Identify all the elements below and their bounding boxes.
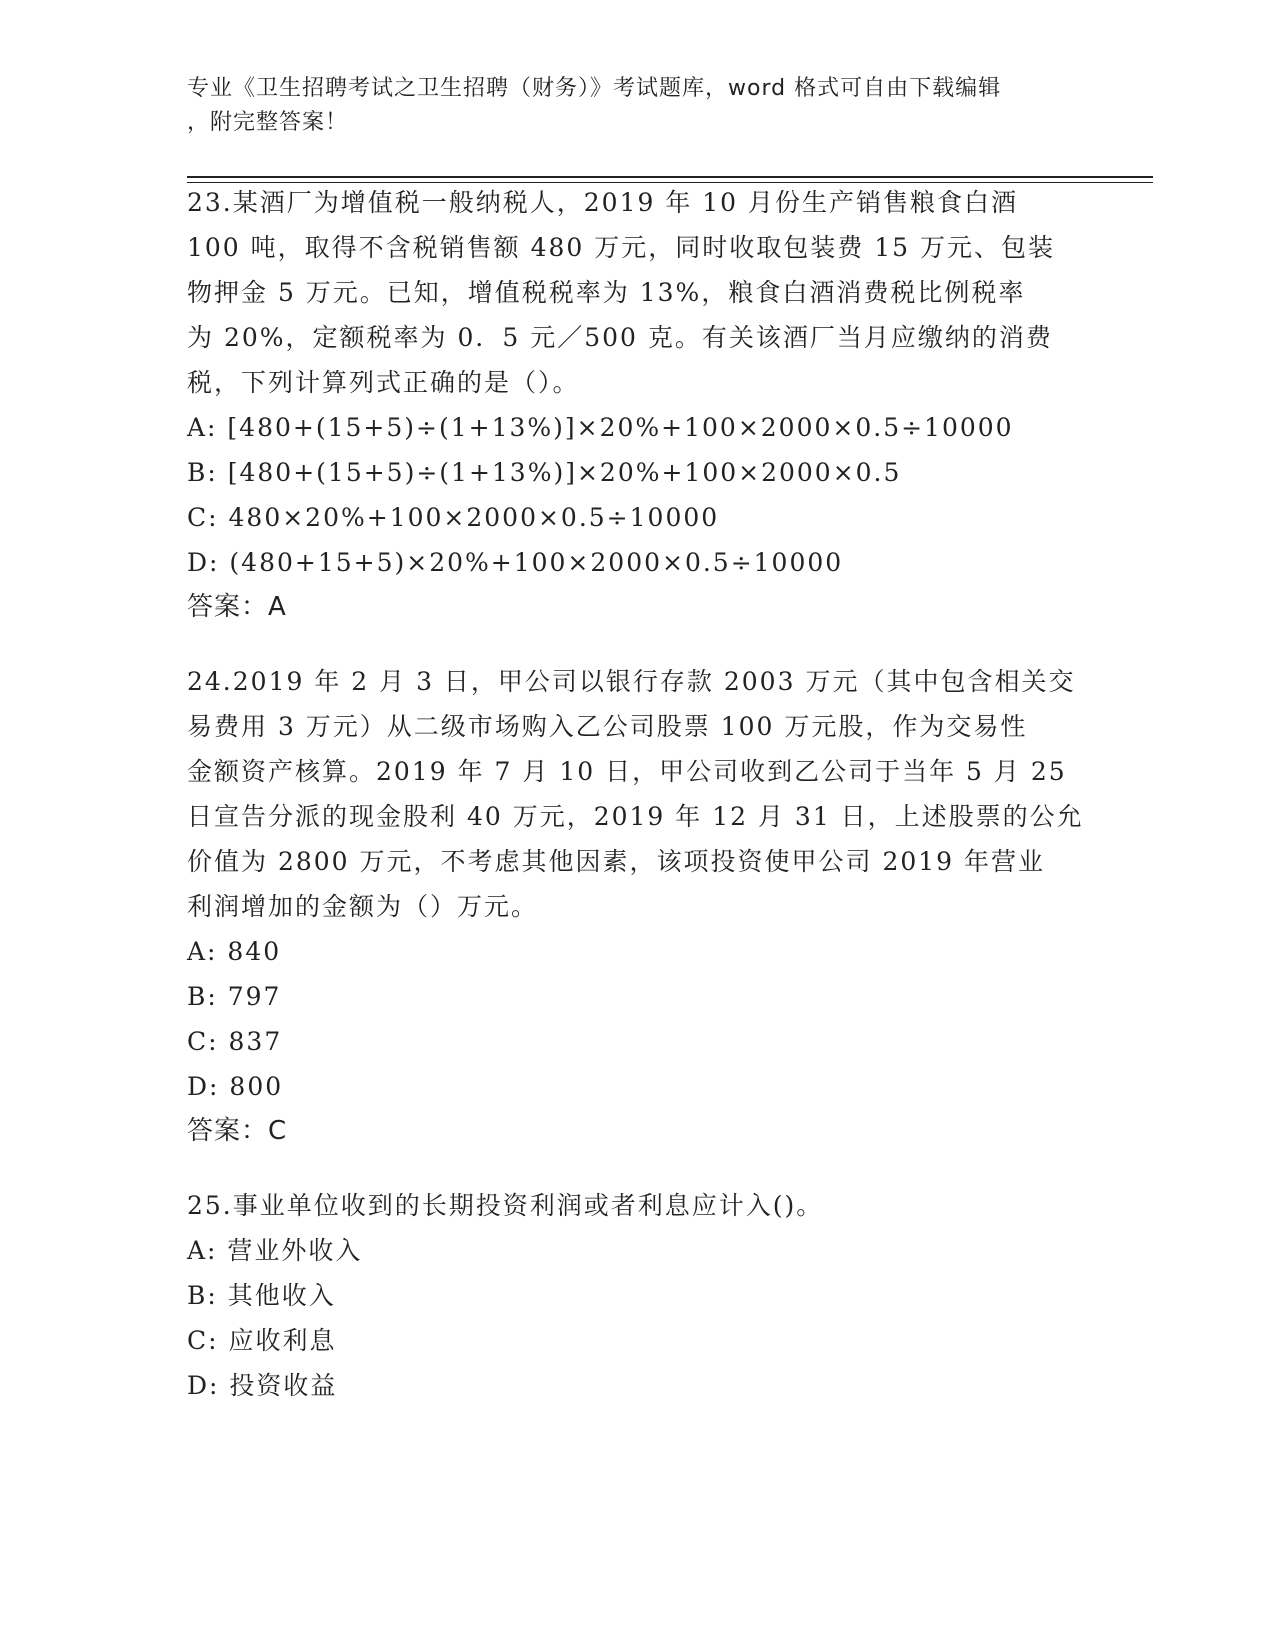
question-23	[187, 180, 1087, 630]
option-text: [480+(15+5)÷(1+13%)]×20%+100×2000×0.5	[217, 458, 902, 487]
answer-line: 答案：A	[187, 592, 287, 622]
option-text: 其他收入	[217, 1281, 336, 1310]
option-a	[187, 929, 1087, 974]
option-letter: B:	[187, 1281, 218, 1310]
question-stem-line: 24.2019 年 2 月 3 日，甲公司以银行存款 2003 万元（其中包含相关交	[187, 667, 1076, 696]
document-header	[187, 72, 1067, 140]
question-stem-line: 23.某酒厂为增值税一般纳税人，2019 年 10 月份生产销售粮食白酒	[187, 188, 1019, 217]
option-text: 480×20%+100×2000×0.5÷10000	[218, 503, 720, 532]
option-c	[187, 1318, 1087, 1363]
option-text: 840	[217, 937, 282, 966]
question-stem-line: 金额资产核算。2019 年 7 月 10 日，甲公司收到乙公司于当年 5 月 25	[187, 757, 1067, 786]
option-b	[187, 974, 1087, 1019]
option-text: [480+(15+5)÷(1+13%)]×20%+100×2000×0.5÷10000	[217, 413, 1014, 442]
option-a	[187, 1228, 1087, 1273]
option-letter: D:	[187, 548, 220, 577]
option-letter: A:	[187, 937, 218, 966]
question-stem-line: 价值为 2800 万元，不考虑其他因素，该项投资使甲公司 2019 年营业	[187, 847, 1046, 876]
question-stem-line: 100 吨，取得不含税销售额 480 万元，同时收取包装费 15 万元、包装	[187, 233, 1055, 262]
question-stem-line: 为 20%，定额税率为 0．5 元／500 克。有关该酒厂当月应缴纳的消费	[187, 323, 1053, 352]
question-25	[187, 1183, 1087, 1408]
option-letter: D:	[187, 1072, 220, 1101]
question-stem-line: 利润增加的金额为（）万元。	[187, 892, 539, 921]
option-d	[187, 1363, 1087, 1408]
option-text: (480+15+5)×20%+100×2000×0.5÷10000	[219, 548, 844, 577]
option-b	[187, 1273, 1087, 1318]
question-24	[187, 659, 1087, 1154]
option-b	[187, 450, 1087, 495]
option-text: 797	[217, 982, 282, 1011]
option-letter: A:	[187, 413, 218, 442]
question-stem-line: 税，下列计算列式正确的是（）。	[187, 368, 580, 397]
option-letter: A:	[187, 1236, 218, 1265]
answer-line: 答案：C	[187, 1116, 288, 1146]
option-text: 应收利息	[218, 1326, 337, 1355]
option-letter: B:	[187, 458, 218, 487]
question-stem-line: 物押金 5 万元。已知，增值税税率为 13%，粮食白酒消费税比例税率	[187, 278, 1026, 307]
option-letter: C:	[187, 1027, 219, 1056]
option-d	[187, 540, 1087, 585]
option-letter: C:	[187, 503, 219, 532]
option-d	[187, 1064, 1087, 1109]
question-stem-line: 日宣告分派的现金股利 40 万元，2019 年 12 月 31 日，上述股票的公允	[187, 802, 1084, 831]
option-letter: D:	[187, 1371, 220, 1400]
option-c	[187, 495, 1087, 540]
option-c	[187, 1019, 1087, 1064]
option-text: 837	[218, 1027, 283, 1056]
header-divider-thick	[187, 176, 1153, 178]
option-text: 投资收益	[219, 1371, 338, 1400]
question-stem-line: 25.事业单位收到的长期投资利润或者利息应计入()。	[187, 1191, 824, 1220]
header-title-line-1: 专业《卫生招聘考试之卫生招聘（财务）》考试题库，word 格式可自由下载编辑	[187, 76, 1002, 101]
question-stem-line: 易费用 3 万元）从二级市场购入乙公司股票 100 万元股，作为交易性	[187, 712, 1028, 741]
option-a	[187, 405, 1087, 450]
option-text: 营业外收入	[217, 1236, 363, 1265]
option-letter: C:	[187, 1326, 219, 1355]
header-title-line-2: ，附完整答案！	[187, 110, 349, 135]
option-letter: B:	[187, 982, 218, 1011]
option-text: 800	[219, 1072, 284, 1101]
